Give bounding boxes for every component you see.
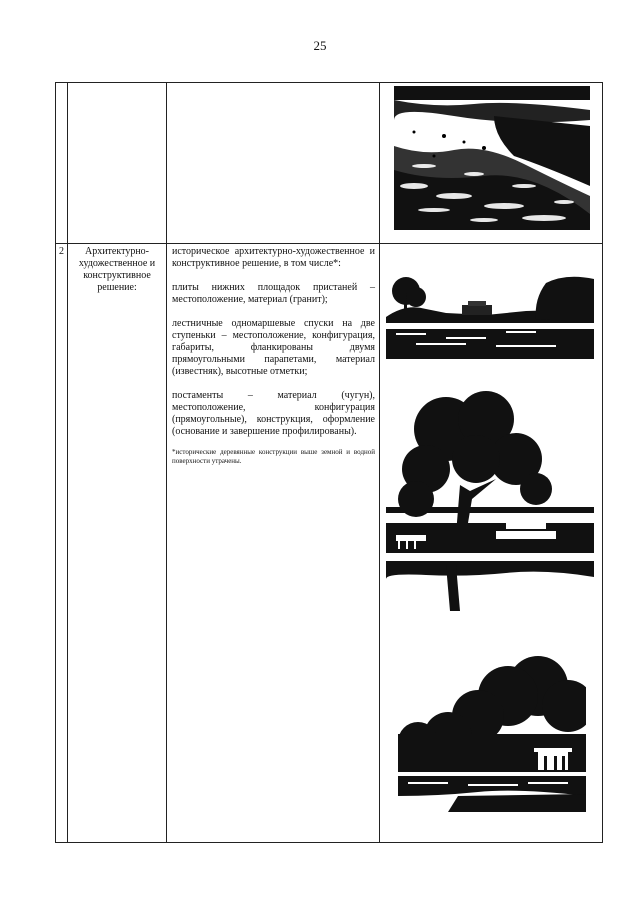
element-description: [167, 244, 380, 843]
desc-paragraph: историческое архитектурно-художественное и конструктивное решение, в том числе*:: [172, 246, 375, 269]
row-number: 2: [56, 244, 68, 843]
desc-paragraph: постаменты – материал (чугун), местоположение, конфигурация (прямоугольные), конструкция, оформление (основание и завершение профилированы).: [172, 390, 375, 437]
table-row: [56, 244, 603, 843]
footnote: *исторические деревянные конструкции выше земной и водной поверхности утрачены.: [172, 448, 375, 465]
monument-table: [55, 82, 603, 843]
num-cell: [56, 83, 68, 244]
photo-water-surface: [394, 86, 590, 230]
desc-paragraph: лестничные одномаршевые спуски на две ступеньки – местоположение, конфигурация, габариты, фланкированы двумя прямоугольными парапетами, материал (известняк), высотные отметки;: [172, 318, 375, 377]
photo-tree-pier: [386, 389, 594, 611]
desc-cell: [167, 83, 380, 244]
photo-lake-trees: [386, 273, 594, 359]
element-name: Архитектурно-художественное и конструктивное решение:: [68, 244, 167, 843]
desc-paragraph: плиты нижних площадок пристаней – местоположение, материал (гранит);: [172, 282, 375, 305]
photo-cell: [380, 83, 603, 244]
photo-trees-pavilion: [398, 646, 586, 812]
photo-cell: [380, 244, 603, 843]
name-cell: [68, 83, 167, 244]
table-row: [56, 83, 603, 244]
page-number: 25: [313, 38, 327, 53]
